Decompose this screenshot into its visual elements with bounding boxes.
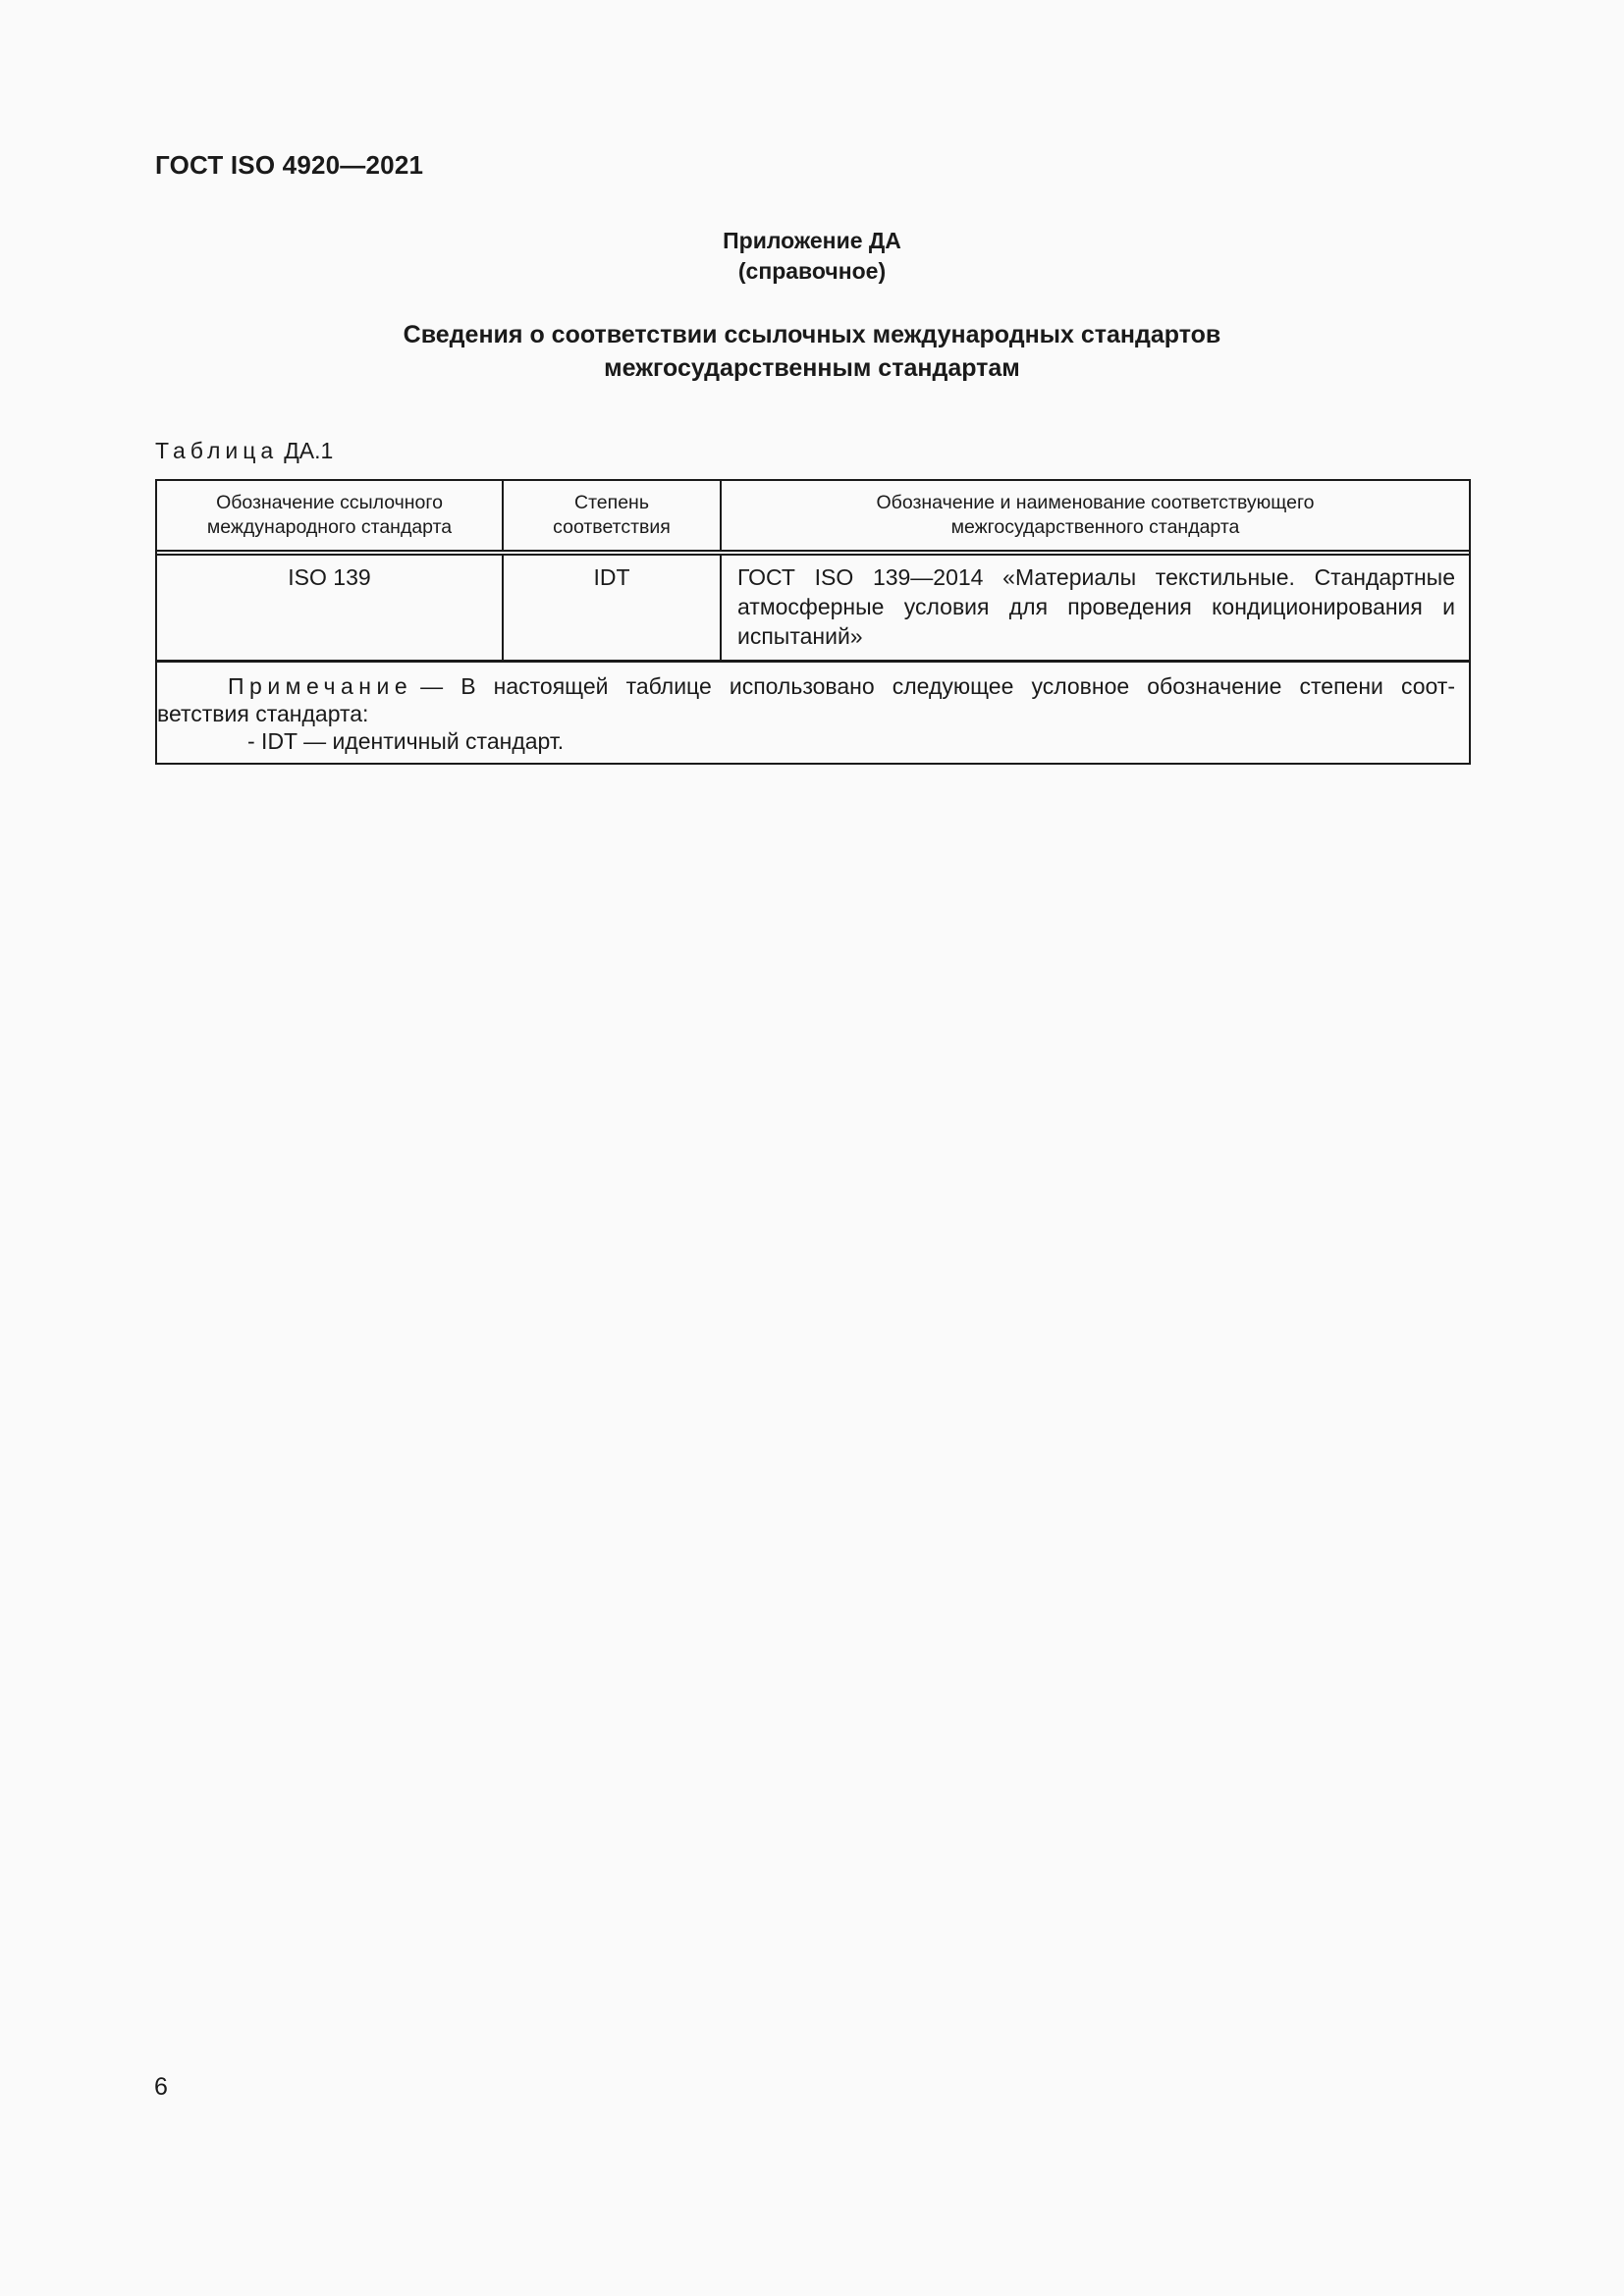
document-code: ГОСТ ISO 4920—2021 — [155, 150, 424, 180]
annex-heading — [0, 226, 1624, 287]
correspondence-table — [155, 479, 1471, 765]
column-header-line: соответствия — [553, 516, 671, 538]
note-line-3: - IDT — идентичный стандарт. — [247, 728, 565, 754]
column-header-degree — [504, 481, 722, 550]
page-number: 6 — [154, 2073, 168, 2101]
column-header-line: Степень — [574, 492, 649, 513]
cell-interstate-standard: ГОСТ ISO 139—2014 «Материалы текстильные. Стандартные атмосферные условия для проведения кондиционирования и испытаний» — [737, 564, 1455, 649]
column-header-interstate-standard — [722, 481, 1469, 550]
table-caption-id: ДА.1 — [284, 438, 334, 463]
annex-title: Приложение ДА — [723, 228, 901, 253]
column-header-line: Обозначение ссылочного — [216, 492, 443, 513]
cell-degree: IDT — [504, 556, 722, 660]
note-label: Примечание — [228, 673, 413, 699]
column-header-line: Обозначение и наименование соответствующего — [876, 492, 1315, 513]
column-header-line: межгосударственного стандарта — [950, 516, 1240, 538]
note-line-1 — [157, 672, 1455, 700]
table-header-row — [157, 481, 1469, 552]
table-row — [157, 556, 1469, 663]
note-text-1: — В настоящей таблице использовано следующее условное обозначение степени соот- — [420, 673, 1455, 699]
note-line-2: ветствия стандарта: — [157, 701, 369, 726]
section-title-line2: межгосударственным стандартам — [604, 354, 1020, 382]
section-title — [0, 318, 1624, 385]
section-title-line1: Сведения о соответствии ссылочных международных стандартов — [403, 321, 1221, 348]
table-caption-word: Таблица — [155, 438, 279, 463]
column-header-line: международного стандарта — [206, 516, 453, 538]
column-header-international-standard — [157, 481, 504, 550]
table-note — [157, 663, 1469, 763]
cell-international-standard: ISO 139 — [157, 556, 504, 660]
table-caption — [155, 438, 333, 464]
annex-subtitle: (справочное) — [737, 258, 887, 284]
